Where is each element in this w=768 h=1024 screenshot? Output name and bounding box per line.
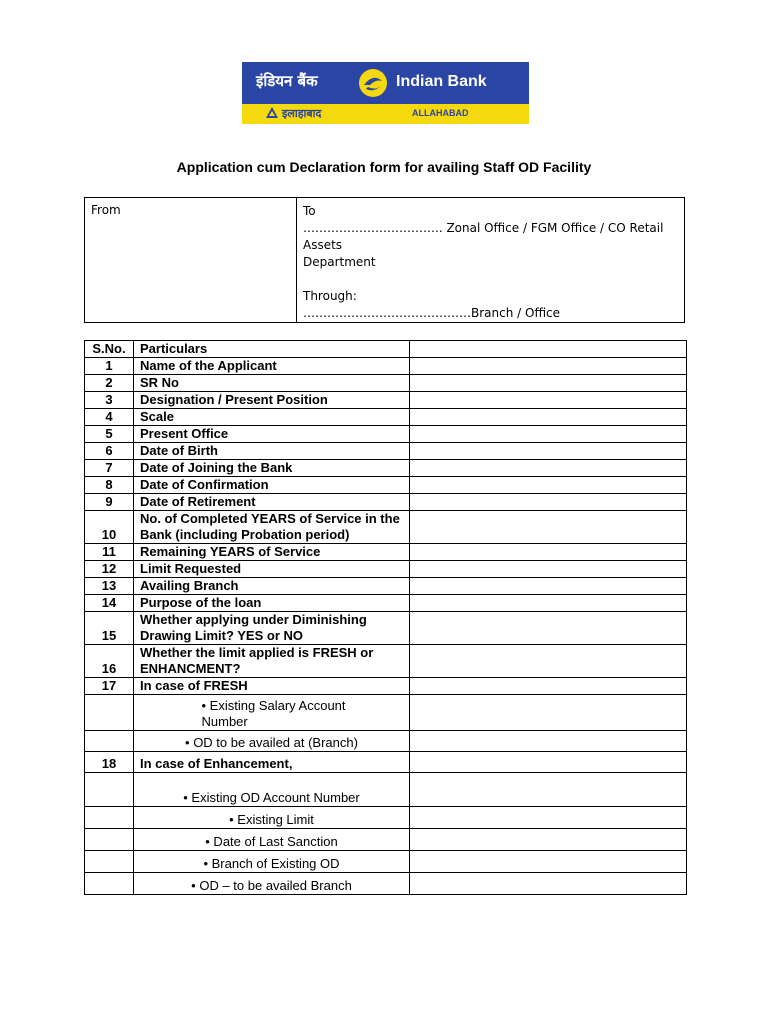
from-label: From — [91, 203, 121, 217]
row-value-cell[interactable] — [410, 561, 687, 578]
row-sno: 1 — [85, 358, 134, 375]
row-particular: Date of Retirement — [134, 494, 410, 511]
table-row — [85, 645, 687, 678]
row-sno — [85, 829, 134, 851]
row-value-cell[interactable] — [410, 731, 687, 752]
row-value-cell[interactable] — [410, 375, 687, 392]
row-value-cell[interactable] — [410, 595, 687, 612]
through-label: Through: — [303, 289, 357, 303]
table-row — [85, 426, 687, 443]
row-sub-item — [134, 829, 410, 851]
table-row — [85, 443, 687, 460]
row-sub-item — [134, 807, 410, 829]
table-row — [85, 695, 687, 731]
to-block — [303, 203, 673, 322]
row-sno: 17 — [85, 678, 134, 695]
row-sno — [85, 851, 134, 873]
row-particular: Availing Branch — [134, 578, 410, 595]
to-label: To — [303, 204, 316, 218]
sub-item-label: • Branch of Existing OD — [203, 856, 340, 871]
row-sub-item — [134, 731, 410, 752]
indian-bank-logo — [242, 62, 529, 124]
row-value-cell[interactable] — [410, 511, 687, 544]
particulars-table — [84, 340, 687, 895]
table-row — [85, 477, 687, 494]
row-sno: 13 — [85, 578, 134, 595]
from-to-box — [84, 197, 685, 323]
table-row — [85, 494, 687, 511]
row-value-cell[interactable] — [410, 807, 687, 829]
table-row — [85, 409, 687, 426]
row-value-cell[interactable] — [410, 678, 687, 695]
table-row — [85, 829, 687, 851]
logo-sub-hindi: इलाहाबाद — [282, 107, 322, 120]
row-sno: 3 — [85, 392, 134, 409]
form-title: Application cum Declaration form for availing Staff OD Facility — [176, 159, 592, 175]
sub-item-label: • Existing Salary Account Number — [201, 698, 346, 729]
table-row — [85, 752, 687, 773]
table-row — [85, 561, 687, 578]
row-value-cell[interactable] — [410, 426, 687, 443]
row-particular: Date of Birth — [134, 443, 410, 460]
row-value-cell[interactable] — [410, 460, 687, 477]
header-value-cell — [410, 341, 687, 358]
to-address-line-2: Department — [303, 255, 376, 269]
row-particular: Present Office — [134, 426, 410, 443]
table-row — [85, 375, 687, 392]
row-particular: Scale — [134, 409, 410, 426]
allahabad-triangle-icon — [266, 107, 278, 118]
table-row — [85, 773, 687, 807]
header-particulars: Particulars — [134, 341, 410, 358]
row-particular: Remaining YEARS of Service — [134, 544, 410, 561]
row-sno — [85, 873, 134, 895]
row-particular: Whether the limit applied is FRESH or ENHANCMENT? — [134, 645, 410, 678]
row-value-cell[interactable] — [410, 695, 687, 731]
row-value-cell[interactable] — [410, 752, 687, 773]
logo-sub-english: ALLAHABAD — [412, 108, 469, 118]
row-sno: 8 — [85, 477, 134, 494]
logo-english-name: Indian Bank — [396, 73, 487, 90]
sub-item-label: • OD to be availed at (Branch) — [185, 735, 358, 750]
row-particular: Designation / Present Position — [134, 392, 410, 409]
through-line: ……………………………………Branch / Office — [303, 306, 561, 320]
sub-item-label: • Existing Limit — [229, 812, 314, 827]
header-sno: S.No. — [85, 341, 134, 358]
table-row — [85, 731, 687, 752]
row-value-cell[interactable] — [410, 578, 687, 595]
row-sno — [85, 695, 134, 731]
row-value-cell[interactable] — [410, 409, 687, 426]
table-row — [85, 678, 687, 695]
table-row — [85, 873, 687, 895]
row-value-cell[interactable] — [410, 645, 687, 678]
row-value-cell[interactable] — [410, 494, 687, 511]
row-sub-item — [134, 851, 410, 873]
row-value-cell[interactable] — [410, 392, 687, 409]
row-particular: Name of the Applicant — [134, 358, 410, 375]
sub-item-label: • Existing OD Account Number — [183, 790, 360, 805]
sub-item-label: • OD – to be availed Branch — [191, 878, 352, 893]
table-row — [85, 612, 687, 645]
row-value-cell[interactable] — [410, 851, 687, 873]
row-sno: 10 — [85, 511, 134, 544]
table-row — [85, 392, 687, 409]
row-sno: 7 — [85, 460, 134, 477]
row-sno: 9 — [85, 494, 134, 511]
row-particular: Whether applying under Diminishing Drawing Limit? YES or NO — [134, 612, 410, 645]
row-sno: 16 — [85, 645, 134, 678]
row-sno: 5 — [85, 426, 134, 443]
row-particular: Limit Requested — [134, 561, 410, 578]
table-header-row — [85, 341, 687, 358]
table-row — [85, 578, 687, 595]
row-sub-item — [134, 695, 410, 731]
table-row — [85, 511, 687, 544]
row-sno — [85, 807, 134, 829]
row-particular: Purpose of the loan — [134, 595, 410, 612]
row-sub-item — [134, 873, 410, 895]
sub-item-label: • Date of Last Sanction — [205, 834, 338, 849]
row-sno — [85, 773, 134, 807]
row-sno: 14 — [85, 595, 134, 612]
bank-emblem-icon — [356, 67, 390, 99]
row-value-cell[interactable] — [410, 443, 687, 460]
row-sno: 11 — [85, 544, 134, 561]
row-value-cell[interactable] — [410, 358, 687, 375]
row-sno: 6 — [85, 443, 134, 460]
table-row — [85, 851, 687, 873]
row-value-cell[interactable] — [410, 773, 687, 807]
row-sno: 2 — [85, 375, 134, 392]
row-value-cell[interactable] — [410, 477, 687, 494]
row-sno: 4 — [85, 409, 134, 426]
table-row — [85, 595, 687, 612]
row-sub-item — [134, 773, 410, 807]
logo-hindi-name: इंडियन बैंक — [256, 72, 318, 90]
row-value-cell[interactable] — [410, 612, 687, 645]
row-particular: In case of FRESH — [134, 678, 410, 695]
to-blank-line — [303, 271, 673, 288]
row-particular: SR No — [134, 375, 410, 392]
row-particular: Date of Joining the Bank — [134, 460, 410, 477]
table-row — [85, 544, 687, 561]
row-particular: No. of Completed YEARS of Service in the Bank (including Probation period) — [134, 511, 410, 544]
table-row — [85, 358, 687, 375]
table-row — [85, 807, 687, 829]
to-address-line-1: …………………………….. Zonal Office / FGM Office / CO Retail Assets — [303, 221, 664, 252]
row-sno — [85, 731, 134, 752]
table-row — [85, 460, 687, 477]
row-particular: Date of Confirmation — [134, 477, 410, 494]
row-value-cell[interactable] — [410, 544, 687, 561]
row-value-cell[interactable] — [410, 829, 687, 851]
row-particular: In case of Enhancement, — [134, 752, 410, 773]
row-value-cell[interactable] — [410, 873, 687, 895]
row-sno: 18 — [85, 752, 134, 773]
row-sno: 15 — [85, 612, 134, 645]
from-to-divider — [296, 198, 297, 322]
row-sno: 12 — [85, 561, 134, 578]
